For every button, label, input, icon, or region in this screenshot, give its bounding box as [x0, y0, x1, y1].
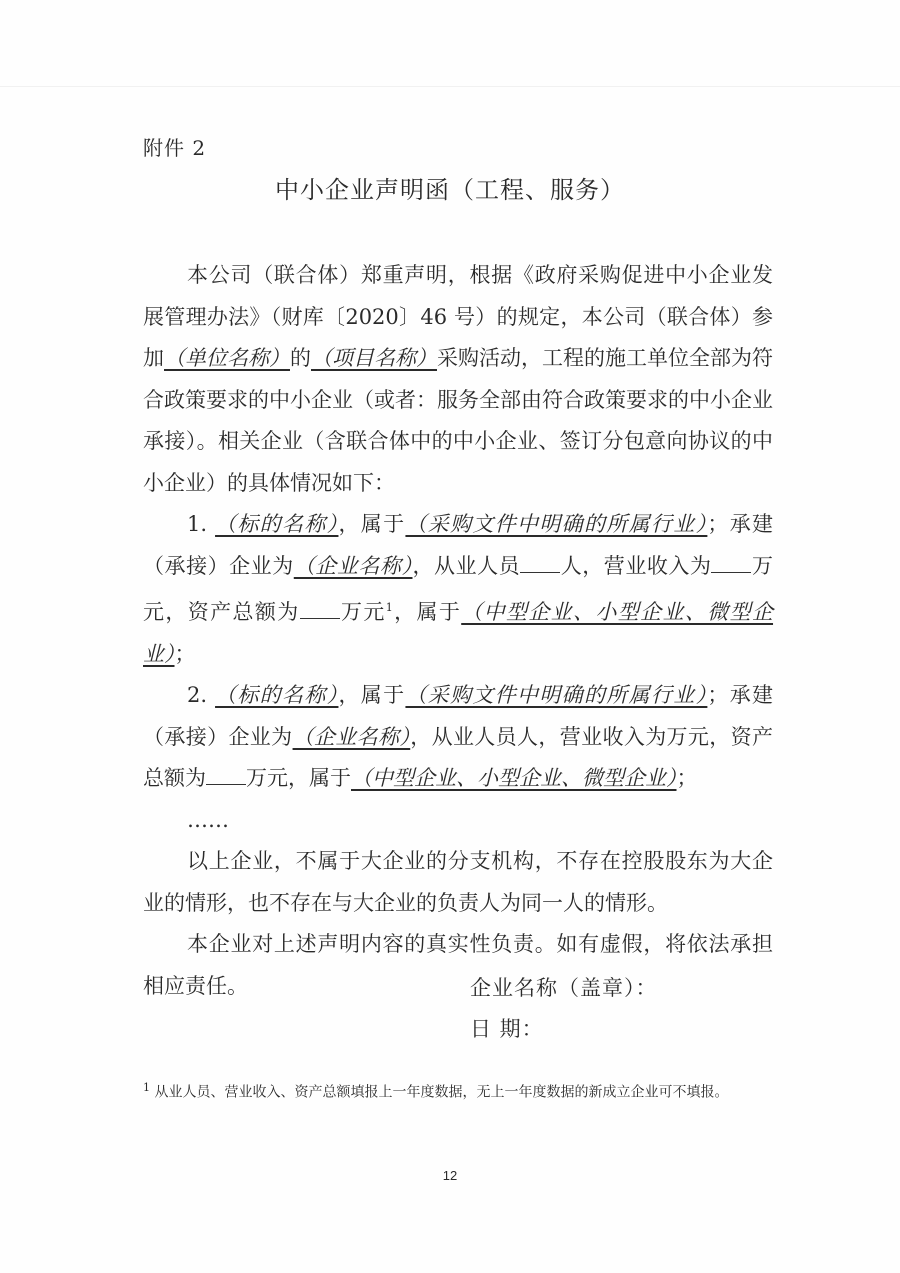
scan-artifact-line — [0, 86, 900, 87]
ellipsis: …… — [187, 807, 229, 832]
attachment-label: 附件 2 — [143, 136, 207, 160]
industry-field: （采购文件中明确的所属行业） — [405, 683, 708, 707]
enterprise-size-field: （中型企业、小型企业、微型企业） — [143, 600, 774, 666]
document-body — [143, 255, 773, 1007]
item-1: 1. （标的名称），属于（采购文件中明确的所属行业）；承建（承接）企业为（企业名称），从业人员 人，营业收入为 万元，资产总额为 万元$^1$，属于（中型企业、小型企业、微型企业）； — [143, 512, 774, 666]
footnote: $^1$ 从业人员、营业收入、资产总额填报上一年度数据，无上一年度数据的新成立企业可不填报。 — [143, 1081, 729, 1101]
statement-not-large-enterprise: 以上企业，不属于大企业的分支机构，不存在控股股东为大企业的情形，也不存在与大企业的负责人为同一人的情形。 — [143, 849, 773, 915]
company-name-field: （企业名称） — [293, 553, 413, 578]
revenue-blank — [711, 554, 751, 573]
intro-paragraph: 本公司（联合体）郑重声明，根据《政府采购促进中小企业发展管理办法》（财库〔2020〕46 号）的规定，本公司（联合体）参加（单位名称）的（项目名称）采购活动，工程的施工单位全部为符合政策要求的中小企业（或者：服务全部由符合政策要求的中小企业承接）。相关企业（含联合体中的中小企业、签订分包意向协议的中小企业）的具体情况如下： — [143, 263, 773, 495]
document-title: 中小企业声明函（工程、服务） — [275, 176, 625, 204]
date-label: 日 期： — [470, 1017, 544, 1041]
company-name-field: （企业名称） — [292, 724, 411, 749]
page-number: 12 — [442, 1168, 458, 1183]
enterprise-size-field: （中型企业、小型企业、微型企业） — [351, 766, 677, 790]
project-name-field: （项目名称） — [311, 346, 437, 370]
company-seal-label: 企业名称（盖章）： — [470, 976, 658, 1000]
subject-name-field: （标的名称） — [215, 683, 339, 707]
subject-name-field: （标的名称） — [215, 512, 339, 536]
staff-count-blank — [520, 554, 560, 573]
industry-field: （采购文件中明确的所属行业） — [405, 512, 708, 536]
unit-name-field: （单位名称） — [164, 346, 290, 370]
item-2: 2. （标的名称），属于（采购文件中明确的所属行业）；承建（承接）企业为（企业名称），从业人员人，营业收入为万元，资产总额为 万元，属于（中型企业、小型企业、微型企业）； — [143, 683, 774, 790]
assets-blank — [300, 600, 340, 619]
assets-blank — [206, 766, 246, 785]
statement-responsibility: 本企业对上述声明内容的真实性负责。如有虚假，将依法承担相应责任。 — [143, 932, 773, 998]
footnote-ref: 1 — [385, 601, 393, 614]
